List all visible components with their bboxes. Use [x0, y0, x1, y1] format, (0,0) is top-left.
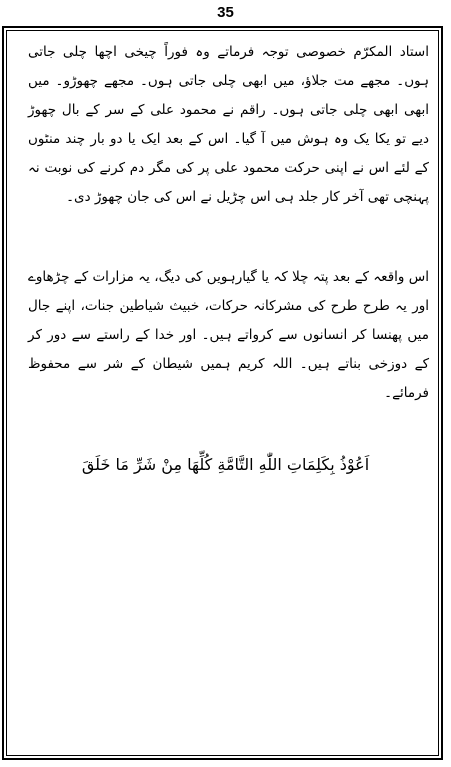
page-number: 35 [217, 4, 234, 21]
dua-line: اَعُوْذُ بِكَلِمَاتِ اللّٰهِ التَّامَّةِ كُلِّهَا مِنْ شَرِّ مَا خَلَقَ [81, 455, 370, 474]
body-paragraph-2: اس واقعہ کے بعد پتہ چلا کہ یا گیارہویں کی دیگ، یہ مزارات کے چڑھاوے اور یہ طرح طرح کی مشرکانہ حرکات، خبیث شیاطین جنات، اپنے جال میں پھنسا کر انسانوں سے کرواتے ہیں۔ اور خدا کے راستے سے دور کر کے دوزخی بناتے ہیں۔ اللہ کریم ہمیں شیطان کے شر سے محفوظ فرمائے۔ [28, 269, 429, 401]
body-paragraph-1: استاد المکرّم خصوصی توجہ فرماتے وہ فوراً چیخی اچھا چلی جاتی ہوں۔ مجھے مت جلاؤ، میں ابھی چلی جاتی ہوں۔ مجھے چھوڑو۔ میں ابھی ابھی چلی جاتی ہوں۔ راقم نے محمود علی کے سر کے بال چھوڑ دیے تو یکا یک وہ ہوش میں آ گیا۔ اس کے بعد ایک یا دو بار چند منٹوں کے لئے اس نے اپنی حرکت محمود علی پر کی مگر دم کرنے کی نوبت نہ پہنچی تھی آخر کار جلد ہی اس چڑیل نے اس کی جان چھوڑ دی۔ [28, 44, 429, 205]
